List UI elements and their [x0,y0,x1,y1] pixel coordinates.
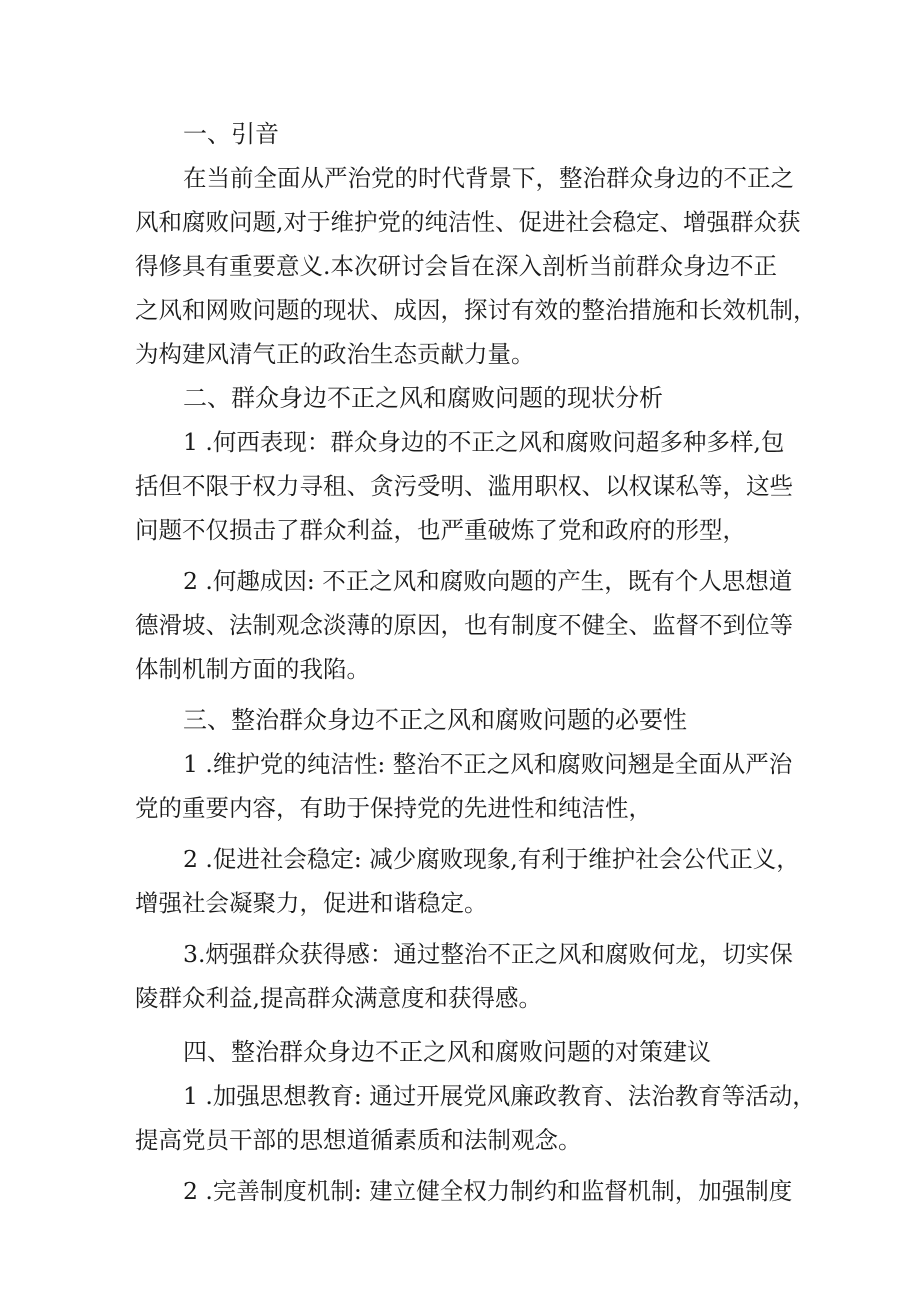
text-line: 括但不限于权力寻租、贪污受明、滥用职权、以权谋私等，这些 [135,472,793,500]
section-3-paragraph-3 [135,932,793,1020]
text-line: 1 .维护党的纯洁性: 整治不正之风和腐败问翘是全面从严治 [183,750,793,778]
text-line: 之风和网败问题的现状、成因，探讨有效的整治措施和长效机制， [135,296,817,324]
section-heading-3: 三、整治群众身边不正之风和腐败问题的必要性 [183,706,687,734]
text-line: 陵群众利益,提高群众满意度和获得感。 [135,984,542,1012]
text-line: 体制机制方面的我陷。 [135,655,370,683]
section-heading-4: 四、整治群众身边不正之风和腐败问题的对策建议 [183,1038,711,1066]
section-2-paragraph-2 [135,559,793,691]
text-line: 得修具有重要意义.本次研讨会旨在深入剖析当前群众身边不正 [135,252,777,280]
section-4-paragraph-1 [135,1074,816,1162]
section-3-paragraph-1 [135,742,793,830]
section-4-paragraph-2 [135,1169,793,1213]
section-heading-1: 一、引音 [183,120,279,148]
section-1-paragraph-1 [135,156,817,376]
text-line: 提高党员干部的思想道循素质和法制观念。 [135,1126,582,1154]
document-body [135,112,817,1213]
section-3-paragraph-2 [135,837,800,925]
text-line: 在当前全面从严治党的时代背景下，整治群众身边的不正之 [183,164,794,192]
text-line: 1 .何西表现：群众身边的不正之风和腐败问超多种多样,包 [183,428,785,456]
text-line: 2 .何趣成因: 不正之风和腐败向题的产生，既有个人思想道 [183,567,793,595]
text-line: 问题不仅损击了群众利益，也严重破炼了党和政府的形型， [135,516,746,544]
text-line: 德滑坡、法制观念淡薄的原因，也有制度不健全、监督不到位等 [135,611,793,639]
section-2-paragraph-1 [135,420,793,552]
text-line: 3.炳强群众获得感：通过整治不正之风和腐败何龙，切实保 [183,940,793,968]
text-line: 增强社会凝聚力，促进和谐稳定。 [135,889,488,917]
text-line: 为构建风清气正的政治生态贡献力量。 [135,340,535,368]
text-line: 党的重要内容，有助于保持党的先进性和纯洁性， [135,794,652,822]
text-line: 1 .加强思想教育: 通过开展党风廉政教育、法治教育等活动， [183,1082,816,1110]
section-heading-2: 二、群众身边不正之风和腐败问题的现状分析 [183,384,663,412]
text-line: 2 .促进社会稳定: 减少腐败现象,有利于维护社会公代正义， [183,845,800,873]
text-line: 2 .完善制度机制: 建立健全权力制约和监督机制，加强制度 [183,1177,793,1205]
text-line: 风和腐败问题,对于维护党的纯洁性、促进社会稳定、增强群众获 [135,208,801,236]
